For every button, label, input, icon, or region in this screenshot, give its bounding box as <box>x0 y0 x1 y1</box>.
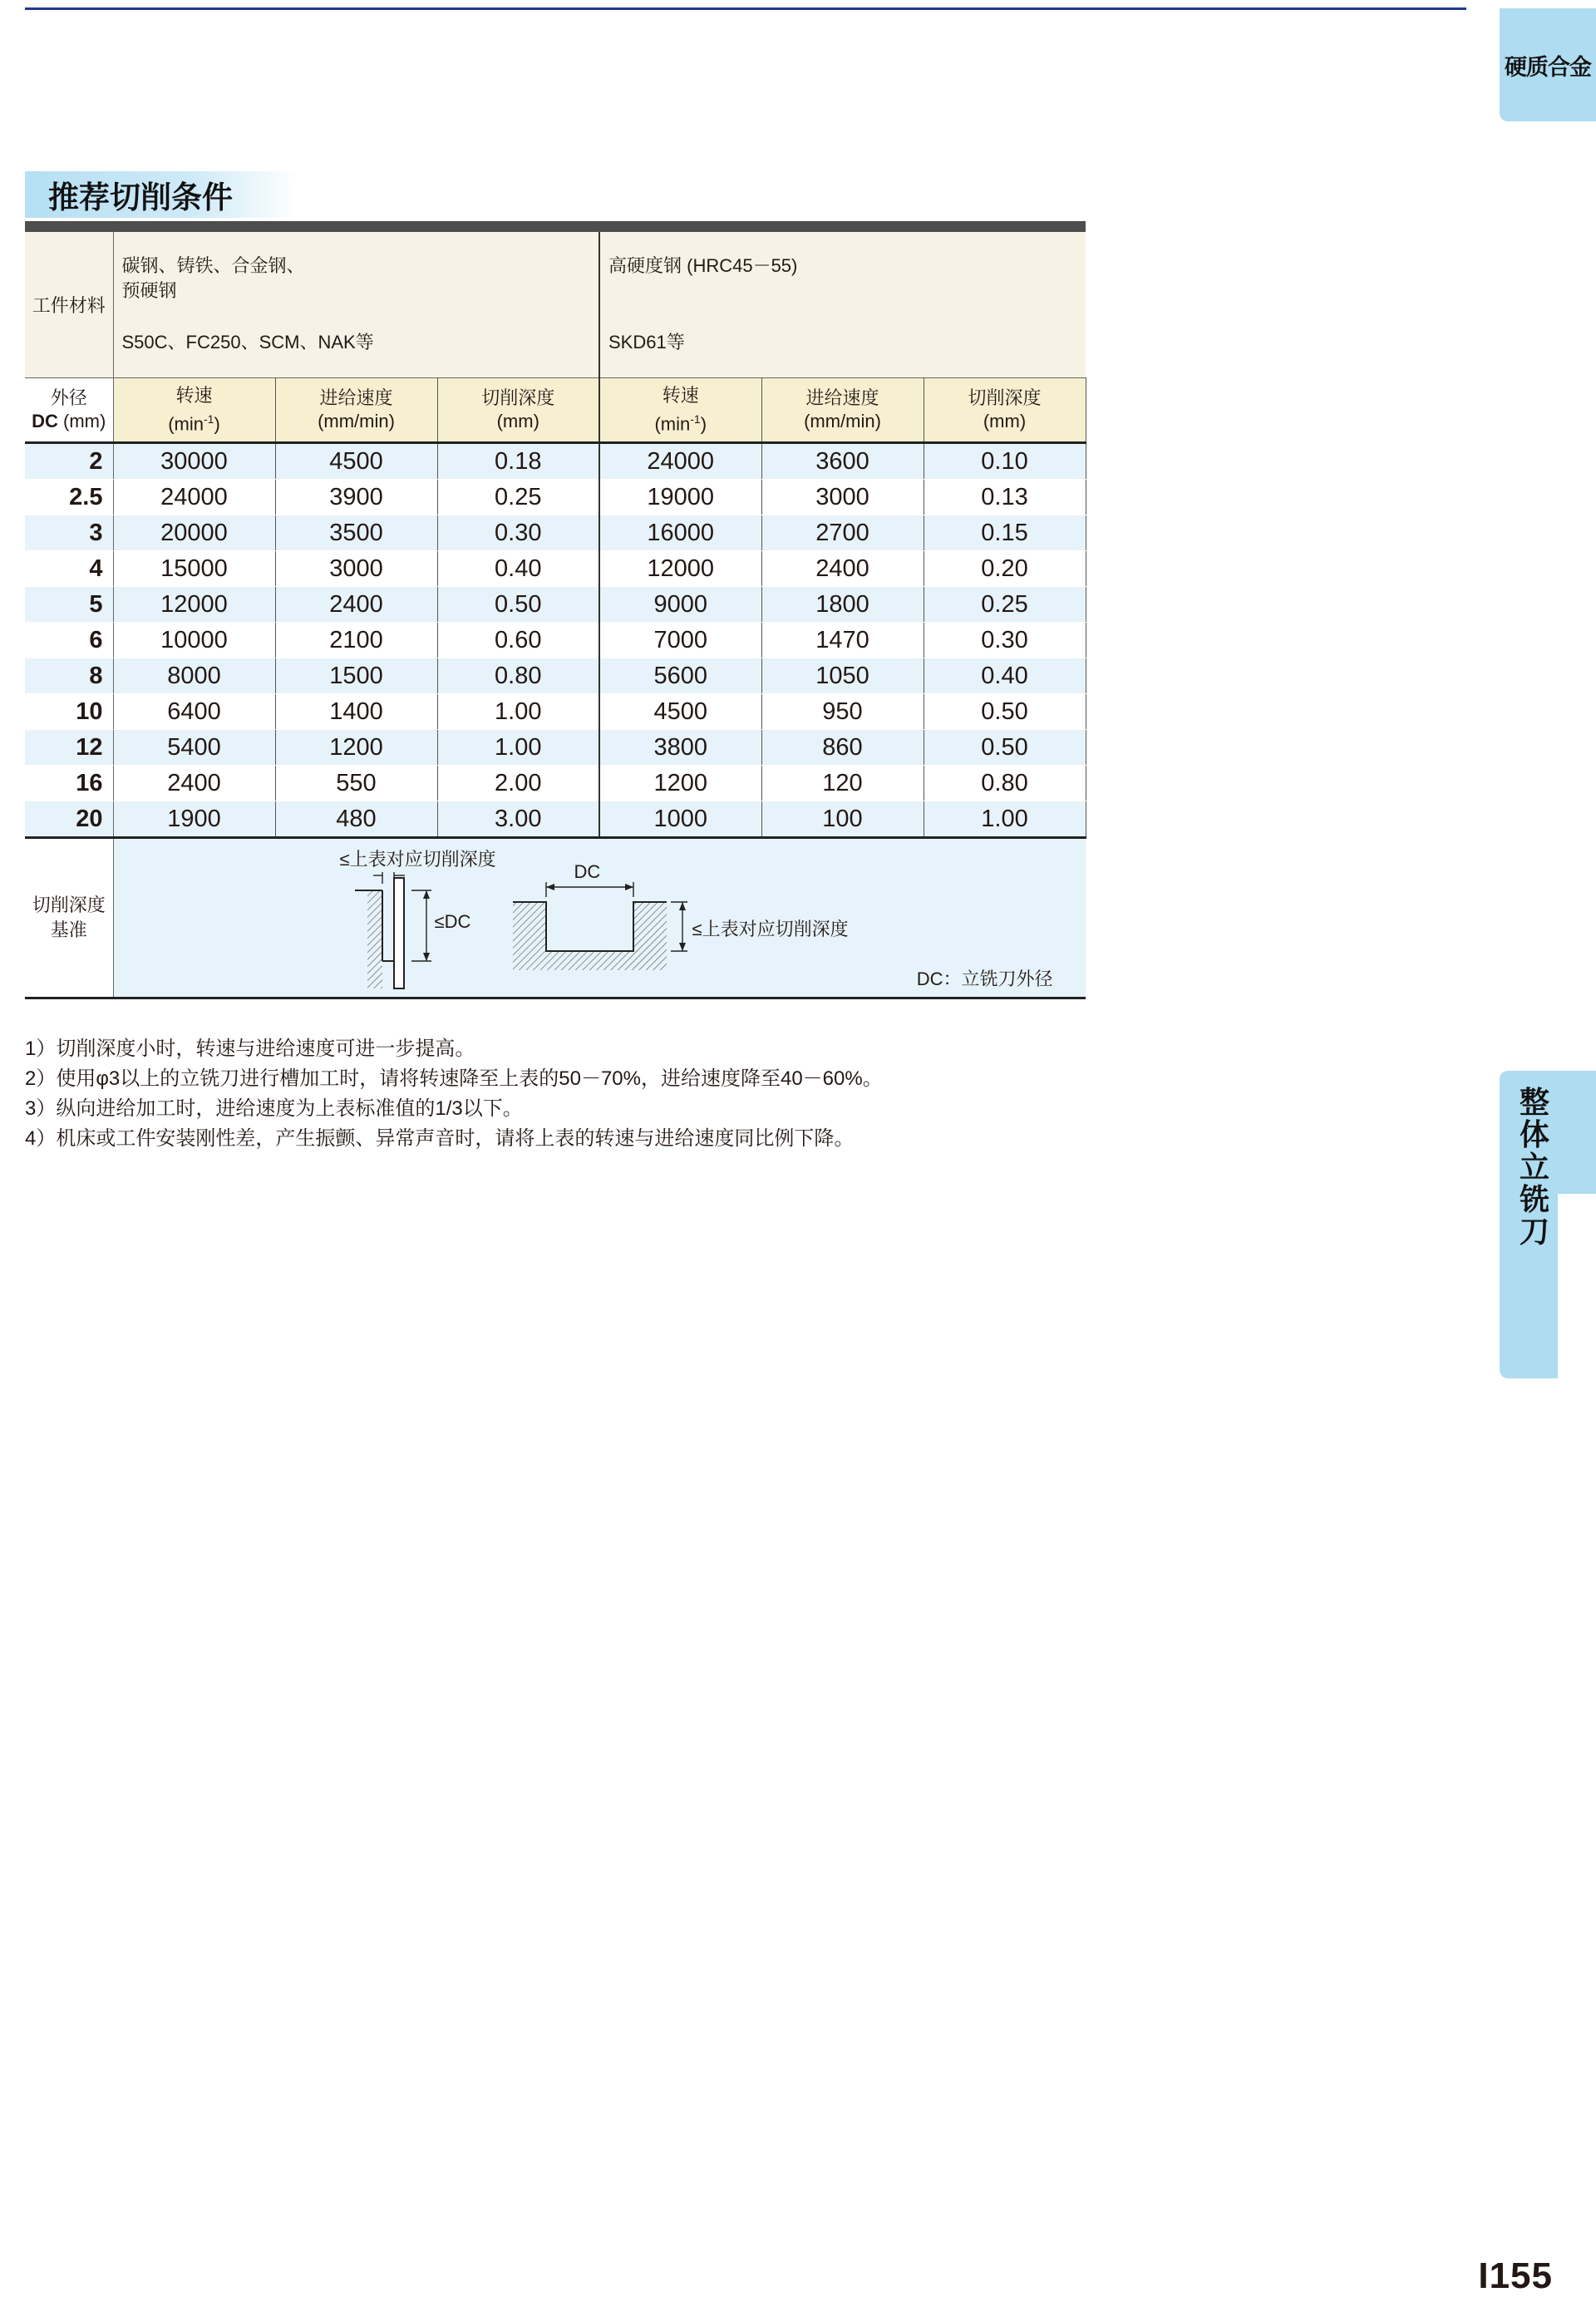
depth-reference-label <box>25 838 113 998</box>
header-feed-label: 进给速度 <box>805 387 879 408</box>
slot-dc-arrow-left <box>546 884 554 890</box>
header-depth-2 <box>924 378 1086 443</box>
side-height-arrow-down <box>423 953 430 961</box>
material-group-2 <box>599 232 1086 378</box>
table-row <box>25 623 1086 658</box>
header-feed-label: 进给速度 <box>319 387 393 408</box>
cell-depth: 0.20 <box>924 551 1086 587</box>
note-item: 2）使用φ3以上的立铣刀进行槽加工时，请将转速降至上表的50－70%，进给速度降至40－60%。 <box>25 1067 883 1090</box>
category-tab-vertical-label: 整体立铣刀 <box>1519 1085 1549 1249</box>
cell-feed: 950 <box>761 694 924 730</box>
header-depth-label: 切削深度 <box>481 387 555 408</box>
cell-depth: 0.50 <box>924 730 1086 766</box>
cell-speed: 12000 <box>113 587 275 623</box>
cell-feed: 1050 <box>761 658 924 694</box>
header-speed-label: 转速 <box>175 384 213 406</box>
cell-speed: 19000 <box>599 480 761 515</box>
header-speed-2 <box>599 378 761 443</box>
cell-depth: 0.60 <box>437 623 599 658</box>
table-row <box>25 443 1086 480</box>
slot-workpiece-hatch <box>513 902 667 970</box>
cutting-conditions-table <box>25 221 1086 999</box>
cell-speed: 3800 <box>599 730 761 766</box>
header-speed-unit-end: ) <box>214 413 220 435</box>
top-rule <box>25 7 1466 10</box>
cell-feed: 1400 <box>275 694 437 730</box>
cell-feed: 3600 <box>761 443 924 480</box>
material-row <box>25 232 1086 378</box>
cell-depth: 1.00 <box>437 694 599 730</box>
cell-depth: 0.25 <box>924 587 1086 623</box>
cell-feed: 550 <box>275 766 437 801</box>
cell-speed: 16000 <box>599 515 761 551</box>
cell-speed: 6400 <box>113 694 275 730</box>
cell-depth: 0.18 <box>437 443 599 480</box>
category-tab-label: 硬质合金 <box>1505 54 1591 80</box>
header-feed-2 <box>761 378 924 443</box>
cell-speed: 10000 <box>113 623 275 658</box>
cell-feed: 1470 <box>761 623 924 658</box>
cell-feed: 3900 <box>275 480 437 515</box>
cell-speed: 24000 <box>599 443 761 480</box>
cell-feed: 860 <box>761 730 924 766</box>
cell-feed: 100 <box>761 801 924 838</box>
side-endmill <box>394 878 404 988</box>
header-feed-1 <box>275 378 437 443</box>
tab-notch <box>1558 1194 1596 1378</box>
cell-dc: 2.5 <box>25 480 113 515</box>
table-top-bar <box>25 221 1086 232</box>
cell-dc: 16 <box>25 766 113 801</box>
table-row <box>25 551 1086 587</box>
header-depth-1 <box>437 378 599 443</box>
notes-list <box>25 1034 883 1154</box>
cell-feed: 1500 <box>275 658 437 694</box>
header-dc-label: 外径 <box>50 387 87 408</box>
cell-speed: 5600 <box>599 658 761 694</box>
table-row <box>25 730 1086 766</box>
cell-dc: 4 <box>25 551 113 587</box>
cell-speed: 1000 <box>599 801 761 838</box>
cell-speed: 8000 <box>113 658 275 694</box>
cell-speed: 20000 <box>113 515 275 551</box>
side-height-arrow-up <box>423 890 430 899</box>
cell-feed: 2400 <box>275 587 437 623</box>
header-depth-unit: (mm) <box>496 411 539 431</box>
cell-speed: 12000 <box>599 551 761 587</box>
cell-dc: 3 <box>25 515 113 551</box>
header-dc-unit: (mm) <box>57 411 106 431</box>
cell-depth: 0.30 <box>924 623 1086 658</box>
section-title: 推荐切削条件 <box>25 171 298 218</box>
material-group-1 <box>113 232 599 378</box>
cell-speed: 5400 <box>113 730 275 766</box>
cell-feed: 120 <box>761 766 924 801</box>
cell-depth: 0.80 <box>437 658 599 694</box>
column-header-row <box>25 378 1086 443</box>
category-tab-carbide[interactable] <box>1500 8 1596 121</box>
cell-feed: 480 <box>275 801 437 838</box>
cell-depth: 1.00 <box>437 730 599 766</box>
material-name-1: 碳钢、铸铁、合金钢、 预硬钢 <box>121 255 305 301</box>
header-feed-unit: (mm/min) <box>804 411 881 431</box>
header-dc <box>25 378 113 443</box>
depth-reference-row <box>25 838 1086 998</box>
table-row <box>25 801 1086 838</box>
material-name-2: 高硬度钢 (HRC45－55) <box>608 255 798 276</box>
header-depth-unit: (mm) <box>983 411 1027 431</box>
header-dc-symbol: DC <box>32 411 58 431</box>
slot-depth-arrow-down <box>679 943 686 951</box>
cell-depth: 0.10 <box>924 443 1086 480</box>
depth-reference-label-text: 切削深度 基准 <box>32 895 106 940</box>
category-tab-solid-endmill[interactable] <box>1500 1071 1596 1378</box>
table-row <box>25 694 1086 730</box>
header-feed-unit: (mm/min) <box>318 411 395 431</box>
cell-depth: 0.50 <box>437 587 599 623</box>
cell-dc: 10 <box>25 694 113 730</box>
depth-reference-diagram <box>113 838 1086 998</box>
header-depth-label: 切削深度 <box>968 387 1042 408</box>
cell-speed: 1900 <box>113 801 275 838</box>
material-label: 工件材料 <box>25 232 113 378</box>
cell-depth: 0.40 <box>437 551 599 587</box>
table-row <box>25 766 1086 801</box>
table-row <box>25 515 1086 551</box>
cell-depth: 0.15 <box>924 515 1086 551</box>
side-dc-note: ≤DC <box>434 911 471 932</box>
header-speed-unit: (min <box>654 413 691 435</box>
cell-feed: 2700 <box>761 515 924 551</box>
header-speed-1 <box>113 378 275 443</box>
cell-dc: 12 <box>25 730 113 766</box>
cell-speed: 9000 <box>599 587 761 623</box>
header-speed-label: 转速 <box>662 384 699 406</box>
cell-dc: 5 <box>25 587 113 623</box>
cell-depth: 2.00 <box>437 766 599 801</box>
note-item: 1）切削深度小时，转速与进给速度可进一步提高。 <box>25 1038 475 1060</box>
cell-feed: 1200 <box>275 730 437 766</box>
cell-feed: 3500 <box>275 515 437 551</box>
cell-dc: 20 <box>25 801 113 838</box>
cell-speed: 24000 <box>113 480 275 515</box>
slot-depth-note: ≤上表对应切削深度 <box>692 919 849 939</box>
slot-dc-arrow-right <box>625 884 633 890</box>
cell-depth: 1.00 <box>924 801 1086 838</box>
cell-speed: 30000 <box>113 443 275 480</box>
cell-dc: 8 <box>25 658 113 694</box>
side-depth-note: ≤上表对应切削深度 <box>339 849 496 870</box>
cell-speed: 7000 <box>599 623 761 658</box>
cell-dc: 2 <box>25 443 113 480</box>
page-number: I155 <box>1478 2255 1553 2296</box>
cell-feed: 2100 <box>275 623 437 658</box>
cell-feed: 4500 <box>275 443 437 480</box>
header-speed-unit-end: ) <box>700 413 707 435</box>
cell-feed: 2400 <box>761 551 924 587</box>
cell-depth: 0.80 <box>924 766 1086 801</box>
cell-depth: 0.30 <box>437 515 599 551</box>
cell-dc: 6 <box>25 623 113 658</box>
note-item: 3）纵向进给加工时，进给速度为上表标准值的1/3以下。 <box>25 1097 523 1120</box>
cell-feed: 1800 <box>761 587 924 623</box>
cell-depth: 0.50 <box>924 694 1086 730</box>
dc-legend: DC：立铣刀外径 <box>916 969 1053 989</box>
material-grades-2: SKD61等 <box>608 332 685 352</box>
header-speed-unit: (min <box>168 413 204 435</box>
cell-depth: 0.40 <box>924 658 1086 694</box>
cell-depth: 0.25 <box>437 480 599 515</box>
material-grades-1: S50C、FC250、SCM、NAK等 <box>121 332 374 352</box>
table-row <box>25 587 1086 623</box>
note-item: 4）机床或工件安装刚性差，产生振颤、异常声音时，请将上表的转速与进给速度同比例下降。 <box>25 1127 855 1150</box>
cell-depth: 3.00 <box>437 801 599 838</box>
cell-speed: 4500 <box>599 694 761 730</box>
cell-speed: 1200 <box>599 766 761 801</box>
cell-feed: 3000 <box>761 480 924 515</box>
header-speed-unit-sup: -1 <box>204 412 214 426</box>
cell-depth: 0.13 <box>924 480 1086 515</box>
slot-dc-note: DC <box>574 861 601 882</box>
cell-speed: 15000 <box>113 551 275 587</box>
header-speed-unit-sup: -1 <box>690 412 701 426</box>
table-row <box>25 658 1086 694</box>
cell-feed: 3000 <box>275 551 437 587</box>
cell-speed: 2400 <box>113 766 275 801</box>
table-row <box>25 480 1086 515</box>
slot-depth-arrow-up <box>679 902 686 910</box>
side-workpiece-hatch <box>367 890 382 988</box>
